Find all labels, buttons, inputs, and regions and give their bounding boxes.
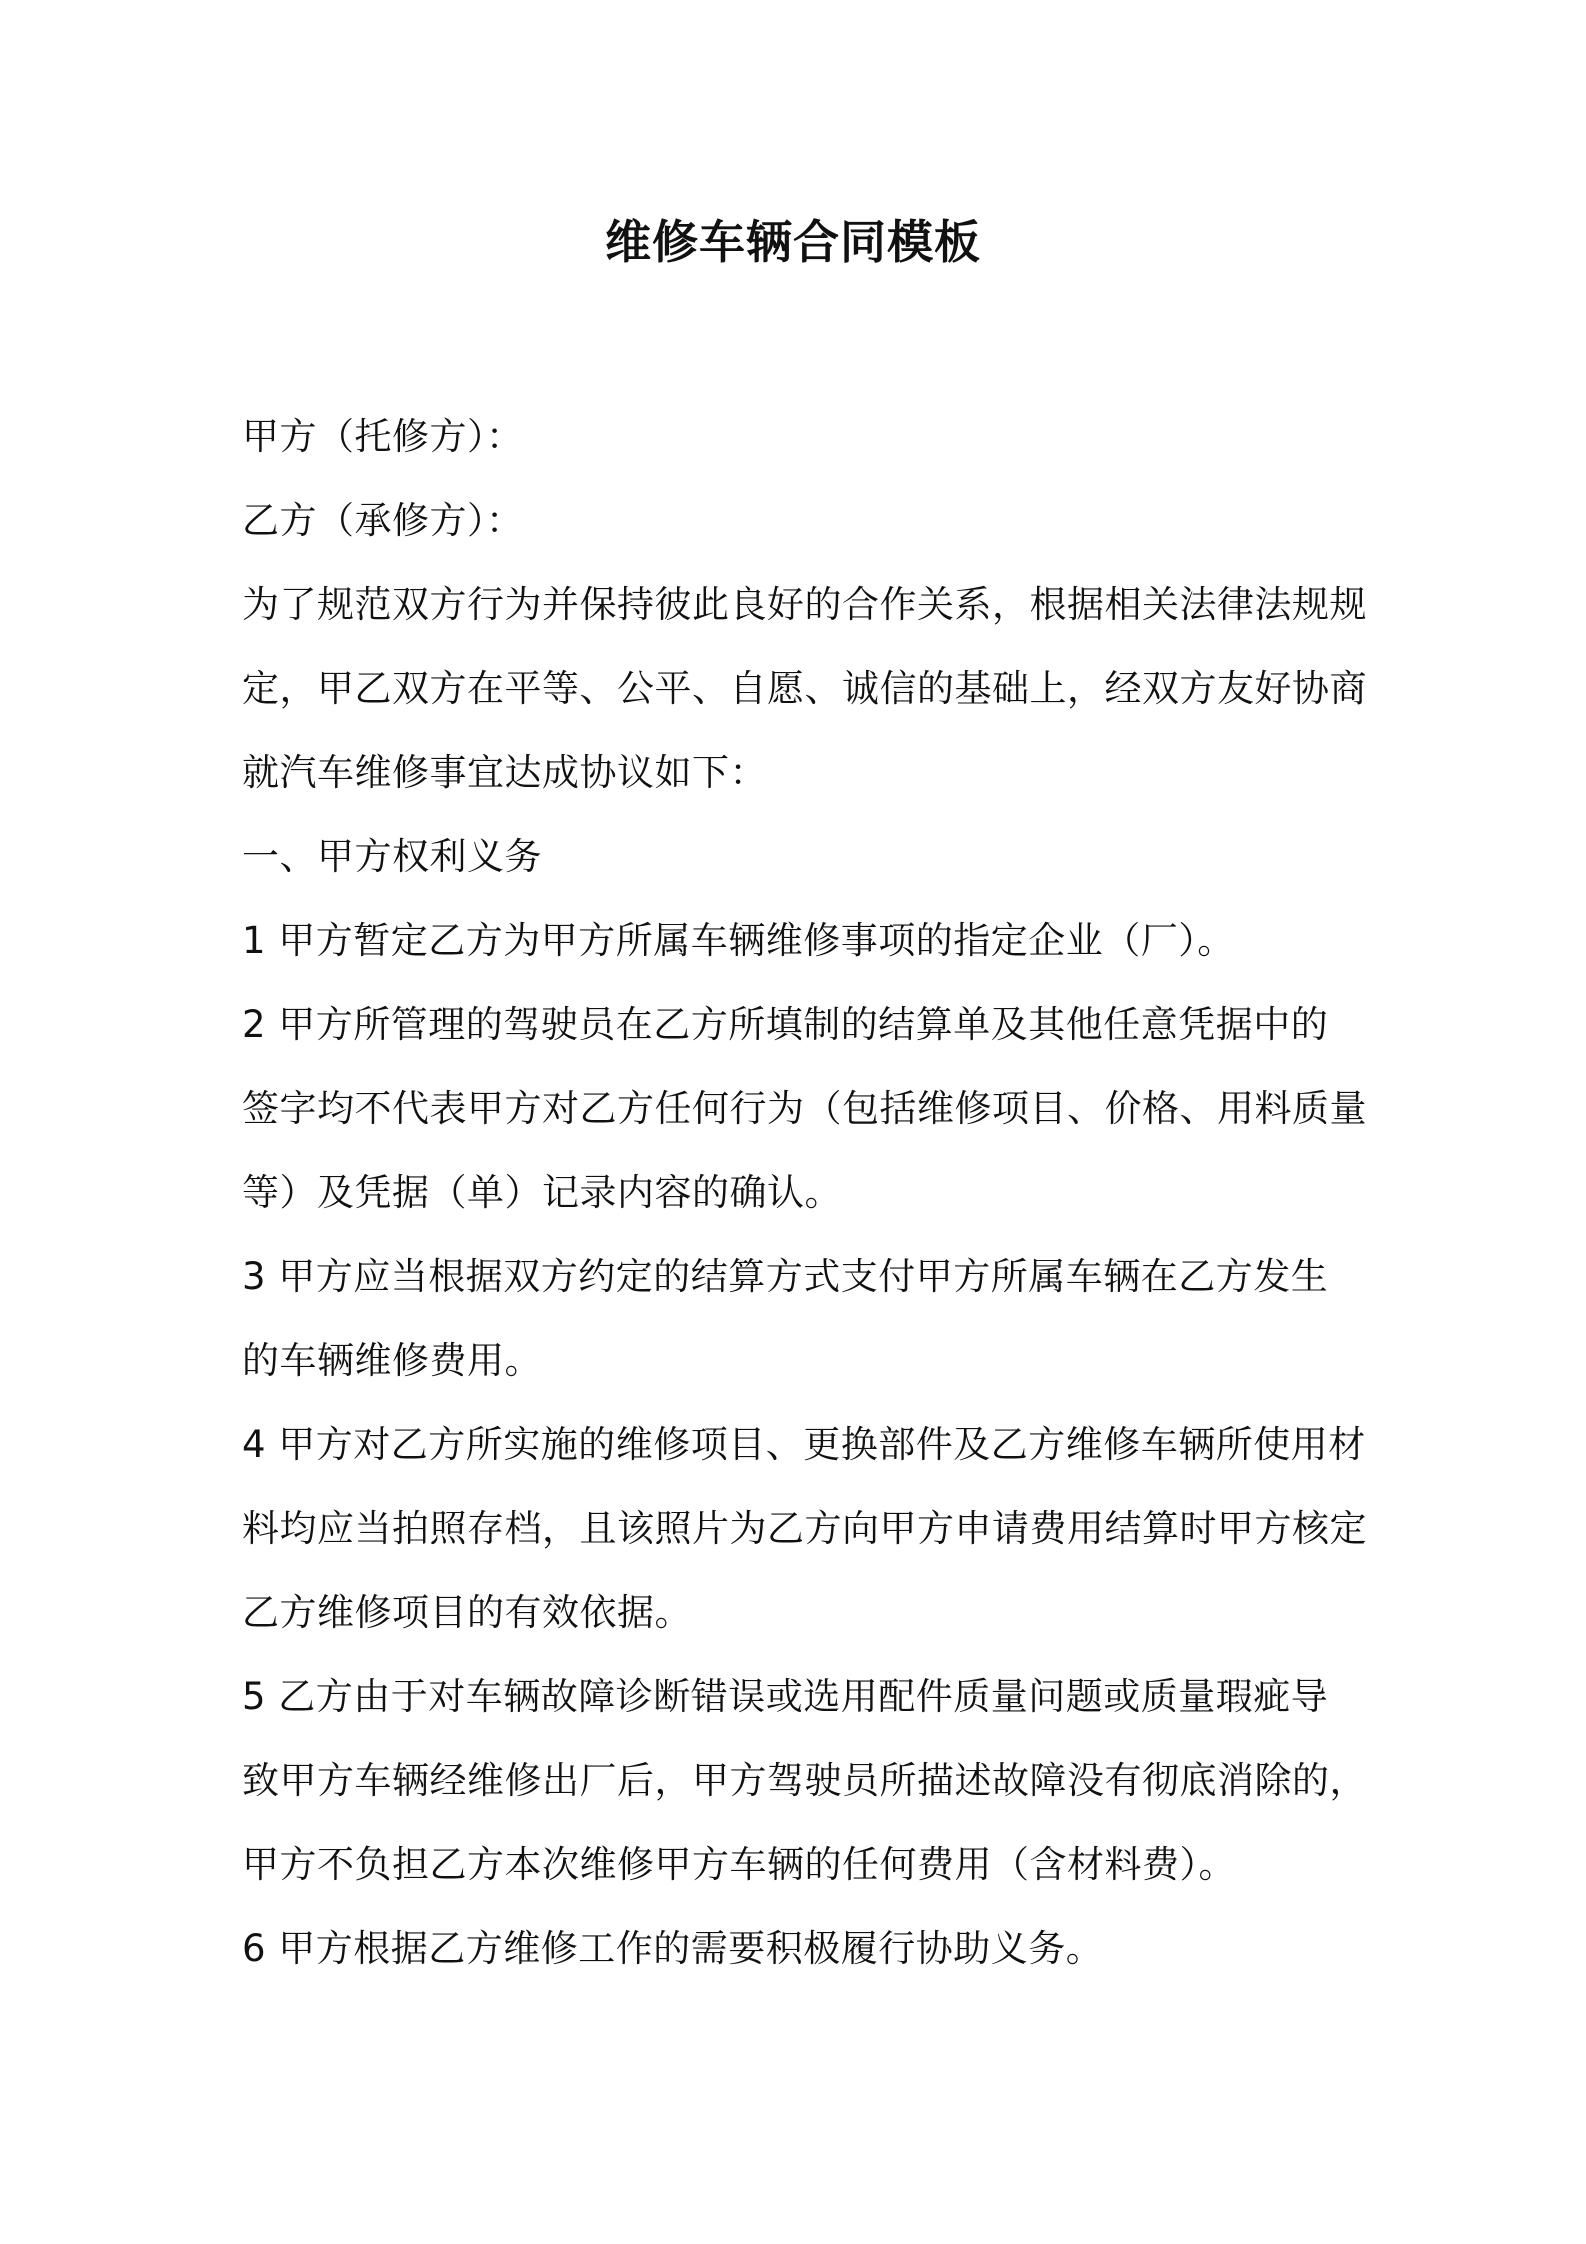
document-title: 维修车辆合同模板 <box>605 215 981 269</box>
clause-3-line-1: 3 甲方应当根据双方约定的结算方式支付甲方所属车辆在乙方发生 <box>242 1255 1329 1298</box>
clause-2-line-1: 2 甲方所管理的驾驶员在乙方所填制的结算单及其他任意凭据中的 <box>242 1003 1329 1046</box>
clause-6-line-1: 6 甲方根据乙方维修工作的需要积极履行协助义务。 <box>242 1927 1104 1970</box>
preamble-line-3: 就汽车维修事宜达成协议如下： <box>242 751 767 794</box>
clause-5-line-2: 致甲方车辆经维修出厂后，甲方驾驶员所描述故障没有彻底消除的， <box>242 1759 1367 1802</box>
clause-2-line-3: 等）及凭据（单）记录内容的确认。 <box>242 1171 842 1214</box>
section-heading-1: 一、甲方权利义务 <box>242 835 542 878</box>
clause-3-line-2: 的车辆维修费用。 <box>242 1339 542 1382</box>
party-a-line: 甲方（托修方）： <box>242 415 524 458</box>
clause-4-line-3: 乙方维修项目的有效依据。 <box>242 1591 692 1634</box>
clause-4-line-2: 料均应当拍照存档，且该照片为乙方向甲方申请费用结算时甲方核定 <box>242 1507 1367 1550</box>
party-b-line: 乙方（承修方）： <box>242 499 524 542</box>
clause-2-line-2: 签字均不代表甲方对乙方任何行为（包括维修项目、价格、用料质量 <box>242 1087 1367 1130</box>
preamble-line-1: 为了规范双方行为并保持彼此良好的合作关系，根据相关法律法规规 <box>242 583 1367 626</box>
clause-5-line-3: 甲方不负担乙方本次维修甲方车辆的任何费用（含材料费）。 <box>242 1843 1236 1886</box>
clause-1-line-1: 1 甲方暂定乙方为甲方所属车辆维修事项的指定企业（厂）。 <box>242 919 1235 962</box>
clause-5-line-1: 5 乙方由于对车辆故障诊断错误或选用配件质量问题或质量瑕疵导 <box>242 1675 1329 1718</box>
clause-4-line-1: 4 甲方对乙方所实施的维修项目、更换部件及乙方维修车辆所使用材 <box>242 1423 1366 1466</box>
preamble-line-2: 定，甲乙双方在平等、公平、自愿、诚信的基础上，经双方友好协商 <box>242 667 1367 710</box>
